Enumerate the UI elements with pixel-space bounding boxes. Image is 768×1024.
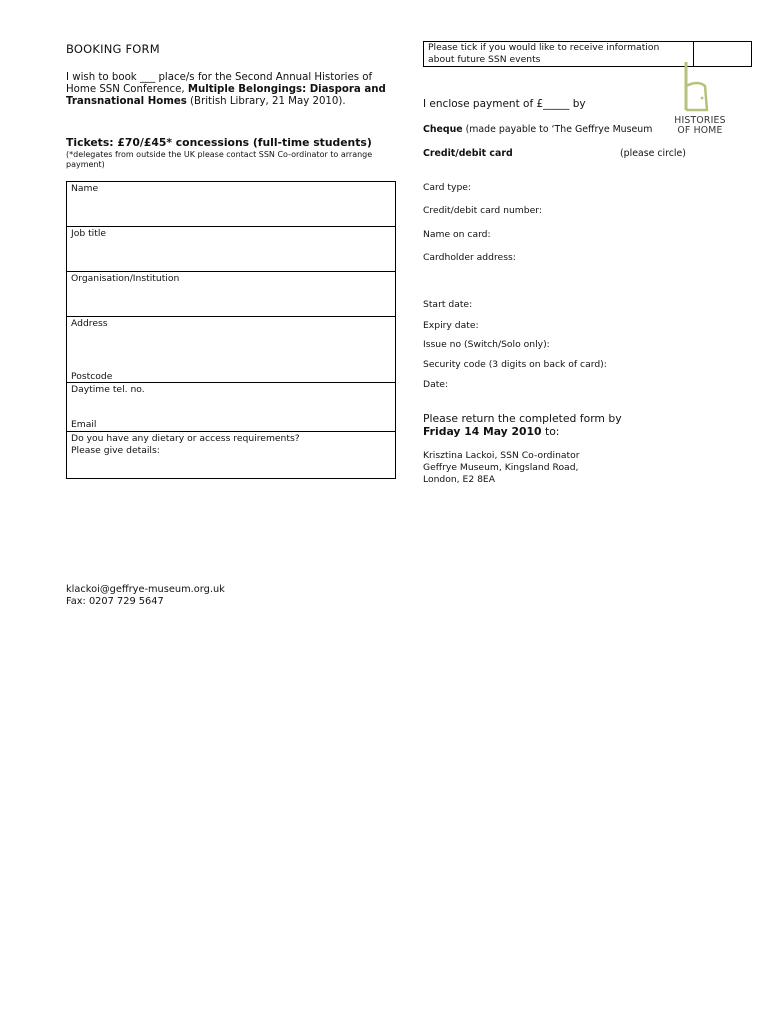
attendee-details-table	[66, 181, 396, 479]
job-title-label: Job title	[71, 228, 107, 239]
dietary-details-label: Please give details:	[71, 444, 160, 456]
logo-line2: OF HOME	[677, 125, 723, 136]
name-on-card-label: Name on card:	[423, 229, 491, 240]
future-events-notice	[423, 41, 693, 67]
address-line3: London, E2 8EA	[423, 474, 496, 485]
intro-venue: (British Library, 21 May 2010).	[186, 96, 346, 107]
conference-title: Multiple Belongings: Diaspora and Transnational Homes	[66, 84, 386, 107]
card-type-label: Card type:	[423, 182, 472, 193]
return-instruction: Please return the completed form by	[423, 412, 622, 425]
return-to: to:	[541, 425, 560, 438]
address-label: Address	[71, 318, 108, 329]
start-date-label: Start date:	[423, 299, 473, 310]
organisation-field[interactable]	[67, 271, 395, 316]
contact-email[interactable]: klackoi@geffrye-museum.org.uk	[66, 584, 225, 595]
return-address	[423, 450, 580, 486]
intro-text: I wish to book ___ place/s for the Second Annual Histories of Home SSN Conference,	[66, 72, 373, 95]
job-title-field[interactable]	[67, 226, 395, 271]
cheque-note: (made payable to ‘The Geffrye Museum	[462, 124, 653, 135]
issue-no-label: Issue no (Switch/Solo only):	[423, 339, 550, 350]
booking-intro	[66, 72, 396, 108]
address-line1: Krisztina Lackoi, SSN Co-ordinator	[423, 450, 580, 461]
tickbox-text-line1: Please tick if you would like to receive information	[428, 42, 660, 53]
name-label: Name	[71, 183, 99, 194]
card-number-label: Credit/debit card number:	[423, 205, 542, 216]
payment-amount: I enclose payment of £_____ by	[423, 98, 586, 110]
dietary-question: Do you have any dietary or access requirements?	[71, 433, 300, 444]
address-field[interactable]	[67, 316, 395, 382]
tickbox-text-line2: about future SSN events	[428, 53, 541, 65]
logo-wordmark	[669, 116, 731, 136]
organisation-label: Organisation/Institution	[71, 273, 180, 284]
telephone-email-field[interactable]	[67, 382, 395, 431]
overseas-note: (*delegates from outside the UK please contact SSN Co-ordinator to arrange payment)	[66, 150, 373, 169]
card-option[interactable]	[423, 148, 513, 159]
dietary-requirements-field[interactable]	[67, 431, 395, 478]
security-code-label: Security code (3 digits on back of card):	[423, 359, 607, 370]
cardholder-address-label: Cardholder address:	[423, 252, 516, 263]
logo-line1: HISTORIES	[674, 115, 726, 126]
cheque-option[interactable]	[423, 124, 652, 135]
deadline-date: Friday 14 May 2010	[423, 425, 542, 438]
name-field[interactable]	[67, 182, 395, 226]
card-label: Credit/debit card	[423, 148, 513, 159]
expiry-date-label: Expiry date:	[423, 320, 479, 331]
dietary-labels	[71, 433, 300, 456]
form-title: BOOKING FORM	[66, 42, 160, 56]
circle-note: (please circle)	[620, 148, 686, 159]
contact-fax: Fax: 0207 729 5647	[66, 596, 164, 607]
daytime-tel-label: Daytime tel. no.	[71, 384, 145, 395]
address-line2: Geffrye Museum, Kingsland Road,	[423, 462, 579, 473]
postcode-label: Postcode	[71, 371, 113, 382]
email-label: Email	[71, 419, 97, 430]
return-deadline	[423, 425, 559, 438]
ticket-prices: Tickets: £70/£45* concessions (full-time students)	[66, 136, 372, 149]
cheque-label: Cheque	[423, 124, 463, 135]
contact-details	[66, 584, 225, 608]
date-label: Date:	[423, 379, 449, 390]
